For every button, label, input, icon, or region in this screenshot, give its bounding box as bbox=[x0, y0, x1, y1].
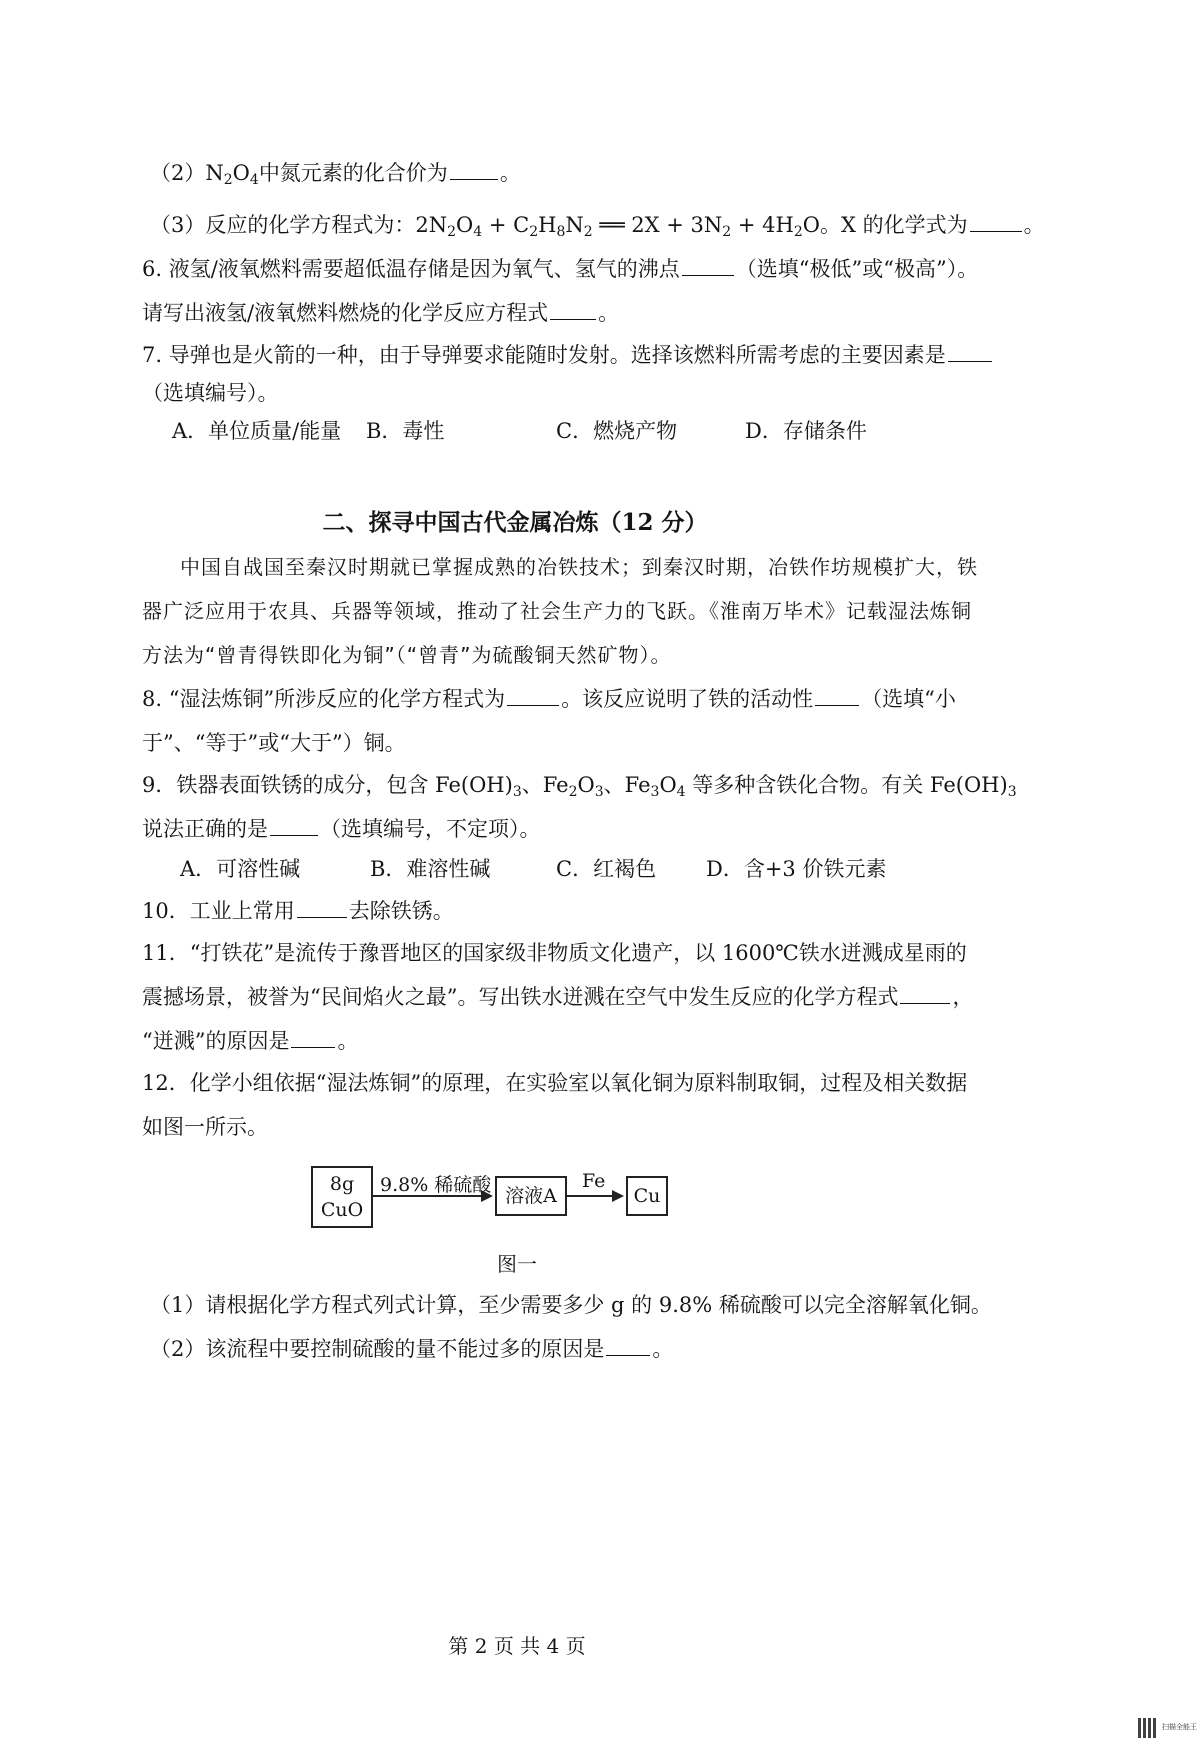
flow-box-cuo-formula: CuO bbox=[320, 1199, 364, 1221]
q5-part3: （3）反应的化学方程式为：$2N_2O_4 + C_2H_8N_2$ ══ $2X + 3N_2 + 4H_2O$。X 的化学式为 。 bbox=[150, 213, 1045, 240]
flow-arrow-2-label: Fe bbox=[582, 1170, 606, 1192]
q7-line1: 7. 导弹也是火箭的一种，由于导弹要求能随时发射。选择该燃料所需考虑的主要因素是 bbox=[142, 340, 994, 370]
q9-option-a: A．可溶性碱 bbox=[180, 857, 301, 881]
flow-box-cu: Cu bbox=[626, 1176, 668, 1216]
q12-part2: （2）该流程中要控制硫酸的量不能过多的原因是 。 bbox=[150, 1337, 674, 1361]
scanner-watermark: 扫描全能王 bbox=[1162, 1723, 1197, 1731]
answer-blank bbox=[970, 213, 1022, 232]
q6-line1: 6. 液氢/液氧燃料需要超低温存储是因为氧气、氢气的沸点 （选填“极低”或“极高”）。 bbox=[142, 257, 979, 281]
q7-line2: （选填编号）。 bbox=[142, 381, 279, 405]
q7-option-d: D．存储条件 bbox=[745, 419, 867, 443]
answer-blank bbox=[291, 1029, 335, 1048]
q6-line2: 请写出液氢/液氧燃料燃烧的化学反应方程式 。 bbox=[142, 301, 620, 325]
answer-blank bbox=[948, 343, 992, 362]
flow-box-cuo bbox=[311, 1166, 373, 1228]
answer-blank bbox=[606, 1337, 650, 1356]
q8-line1: 8. “湿法炼铜”所涉反应的化学方程式为 。该反应说明了铁的活动性 （选填“小 bbox=[142, 687, 956, 711]
qr-code-icon bbox=[1138, 1718, 1158, 1738]
flow-arrow-1-label: 9.8% 稀硫酸 bbox=[380, 1174, 492, 1196]
flow-arrow-2 bbox=[567, 1195, 614, 1197]
q7-option-c: C．燃烧产物 bbox=[556, 419, 678, 443]
flow-box-solution-a: 溶液A bbox=[495, 1176, 567, 1216]
q12-part1: （1）请根据化学方程式列式计算，至少需要多少 g 的 9.8% 稀硫酸可以完全溶解氧化铜。 bbox=[150, 1293, 992, 1317]
q11-line2: 震撼场景，被誉为“民间焰火之最”。写出铁水迸溅在空气中发生反应的化学方程式 ， bbox=[142, 985, 974, 1009]
q12-line1: 12．化学小组依据“湿法炼铜”的原理，在实验室以氧化铜为原料制取铜，过程及相关数据 bbox=[142, 1071, 968, 1095]
flow-arrow-2-head bbox=[612, 1190, 624, 1202]
flow-box-cuo-mass: 8g bbox=[329, 1173, 355, 1195]
q9-line2: 说法正确的是 （选填编号，不定项）。 bbox=[142, 817, 541, 841]
answer-blank bbox=[682, 257, 734, 276]
q9-line1: 9．铁器表面铁锈的成分，包含 $Fe(OH)_3$、$Fe_2O_3$、$Fe_3O_4$ 等多种含铁化合物。有关 $Fe(OH)_3$ bbox=[142, 773, 1017, 800]
answer-blank bbox=[270, 817, 318, 836]
q12-line2: 如图一所示。 bbox=[142, 1115, 268, 1139]
intro-line-2: 器广泛应用于农具、兵器等领域，推动了社会生产力的飞跃。《淮南万毕术》记载湿法炼铜 bbox=[142, 599, 972, 623]
q9-option-d: D．含+3 价铁元素 bbox=[706, 857, 887, 881]
answer-blank bbox=[815, 687, 859, 706]
answer-blank bbox=[450, 161, 498, 180]
q5-part2: $(2)N_2O_4$中氮元素的化合价为 。 bbox=[150, 161, 521, 188]
q7-option-a: A．单位质量/能量 bbox=[172, 419, 342, 443]
q10: 10．工业上常用 去除铁锈。 bbox=[142, 899, 454, 923]
figure-caption: 图一 bbox=[497, 1252, 537, 1276]
page-footer: 第 2 页 共 4 页 bbox=[448, 1634, 586, 1658]
answer-blank bbox=[550, 301, 596, 320]
intro-line-3: 方法为“曾青得铁即化为铜”（“曾青”为硫酸铜天然矿物）。 bbox=[142, 643, 672, 667]
q11-line3: “迸溅”的原因是 。 bbox=[142, 1029, 359, 1053]
intro-line-1: 中国自战国至秦汉时期就已掌握成熟的冶铁技术；到秦汉时期，冶铁作坊规模扩大，铁 bbox=[180, 555, 978, 579]
q9-option-c: C．红褐色 bbox=[556, 857, 657, 881]
q7-option-b: B．毒性 bbox=[366, 419, 445, 443]
section-title: 二、探寻中国古代金属冶炼（12 分） bbox=[322, 509, 708, 536]
answer-blank bbox=[507, 687, 559, 706]
answer-blank bbox=[297, 899, 347, 918]
q9-option-b: B．难溶性碱 bbox=[370, 857, 491, 881]
q8-line2: 于”、“等于”或“大于”）铜。 bbox=[142, 731, 406, 755]
answer-blank bbox=[900, 985, 950, 1004]
q11-line1: 11．“打铁花”是流传于豫晋地区的国家级非物质文化遗产，以 1600℃铁水迸溅成星雨的 bbox=[142, 941, 967, 965]
